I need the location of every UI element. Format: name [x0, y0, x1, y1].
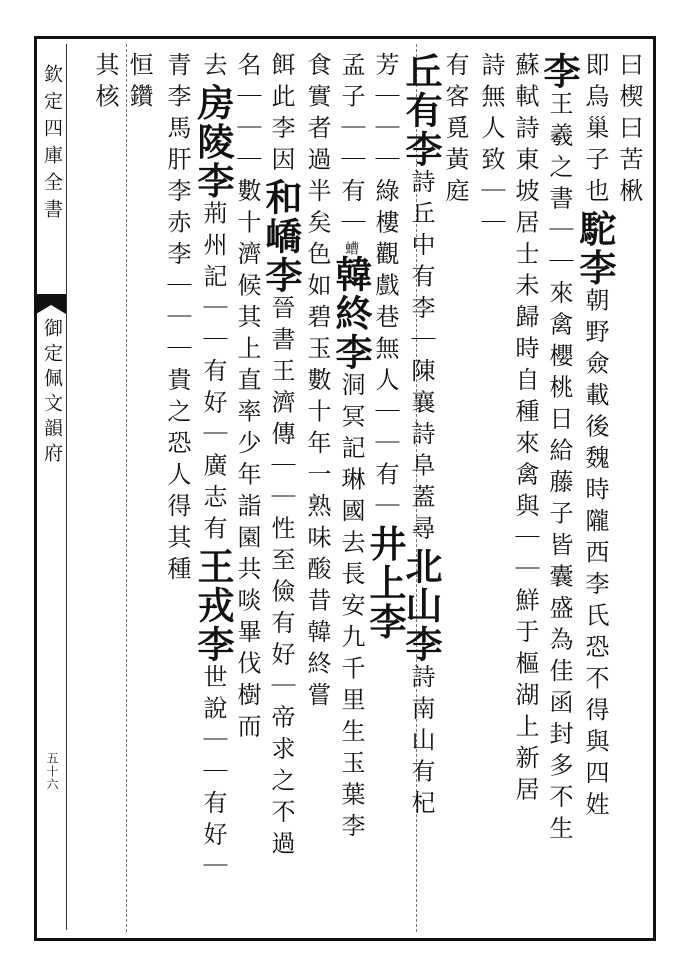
column-text: 有客覓黃庭	[441, 52, 469, 210]
column-text: 詩無人致｜｜	[477, 52, 505, 241]
text-column-3	[537, 52, 581, 922]
text-column-11	[259, 52, 303, 922]
column-text: 蘇軾詩東坡居士未歸時自種來禽與｜｜鮮于樞湖上新居	[511, 52, 539, 808]
headword: 駝李	[573, 209, 617, 288]
text-column-1	[614, 52, 644, 922]
column-text: 晉書王濟傳｜｜性至儉有好｜帝求之不過	[267, 295, 295, 862]
collection-title: 欽定四庫全書	[41, 64, 63, 226]
book-title: 御定佩文韻府	[41, 318, 63, 468]
column-text: 青李馬肝李赤李｜｜｜	[163, 52, 191, 367]
column-text: 孟子｜｜有｜	[337, 52, 365, 241]
column-text: 其核	[91, 52, 119, 115]
column-text: 荊州記｜｜有好｜廣志有	[199, 200, 227, 547]
column-text: 曰楔曰苦楸	[615, 52, 643, 210]
column-text: 數十濟候其上直率少年詣園共啖畢伐樹而	[233, 178, 261, 745]
text-column-16	[90, 52, 120, 922]
column-text: 貴之恐人得其種	[163, 367, 191, 588]
headword: 房陵李	[191, 83, 235, 201]
column-text: 洞冥記琳國去長安九千里生玉葉李	[337, 372, 365, 845]
column-text: 詩南山有杞	[407, 664, 435, 822]
text-column-6	[440, 52, 470, 922]
column-text: 王羲之書｜｜來禽櫻桃日給藤子皆囊盛為佳函封多不生	[545, 91, 573, 847]
text-column-2	[573, 52, 617, 922]
column-text: ｜｜有｜	[371, 398, 399, 525]
column-text: 恒鑽	[125, 52, 153, 115]
text-column-4	[510, 52, 540, 922]
headword: 李	[537, 52, 581, 91]
text-column-14	[162, 52, 192, 922]
column-text: 朝野僉載後魏時隴西李氏恐不得與四姓	[581, 287, 609, 823]
text-column-13	[191, 52, 235, 922]
headword: 和嶠李	[259, 178, 303, 295]
column-text: 芳｜｜｜綠樓觀戲巷無人	[371, 52, 399, 399]
column-text: 餌此李因	[267, 52, 295, 178]
page-number: 五十六	[45, 752, 59, 791]
column-text: 去	[199, 52, 227, 84]
text-column-8	[363, 52, 407, 922]
text-column-10	[302, 52, 332, 922]
column-text: 色如碧玉數十年一熟味酸昔韓終嘗	[303, 241, 331, 714]
text-column-5	[476, 52, 506, 922]
main-text-block	[66, 52, 646, 927]
column-text: 即烏巢子也	[581, 52, 609, 210]
column-text: 名｜｜｜	[233, 52, 261, 178]
headword: 井上李	[363, 524, 407, 642]
text-column-15	[124, 52, 154, 922]
text-column-7	[399, 52, 443, 922]
text-column-9	[329, 52, 373, 922]
headword: 韓終李	[329, 255, 373, 372]
headword: 丘有李	[399, 52, 443, 169]
inline-note: 螬	[343, 241, 359, 255]
column-text: 世說｜｜有好｜	[199, 664, 227, 885]
headword: 北山李	[399, 547, 443, 664]
headword: 王戎李	[191, 547, 235, 664]
column-text: 食實者過半矣	[303, 52, 331, 241]
column-text: 詩丘中有李｜陳襄詩阜蓋尋	[407, 169, 435, 547]
text-column-12	[232, 52, 262, 922]
